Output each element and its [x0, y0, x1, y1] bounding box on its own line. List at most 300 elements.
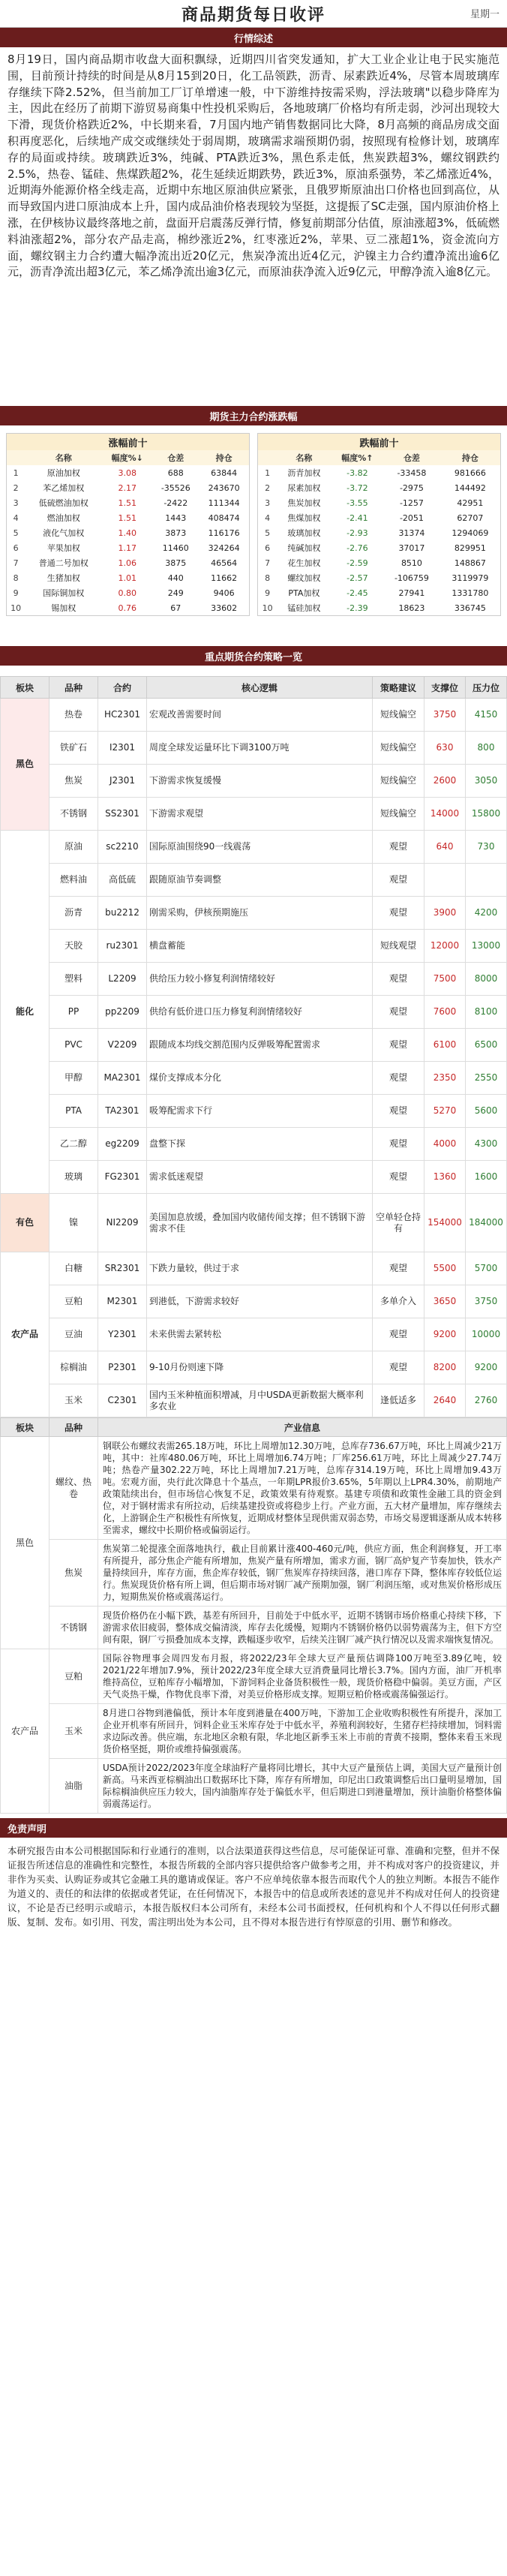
resist-cell: 8100 — [466, 996, 507, 1029]
resist-cell: 8000 — [466, 963, 507, 996]
variety-cell: 螺纹、热卷 — [50, 1437, 98, 1540]
logic-cell: 需求低迷观望 — [147, 1161, 373, 1194]
logic-cell: 下跌力量较，供过于求 — [147, 1252, 373, 1285]
rank-cell: 10 — [10, 603, 22, 613]
variety-cell: PVC — [50, 1029, 98, 1062]
vol-cell: 1294069 — [452, 528, 489, 538]
advice-cell: 多单介入 — [373, 1285, 424, 1318]
strategy-row — [1, 996, 507, 1029]
variety-cell: 沥青 — [50, 897, 98, 930]
hot-row — [7, 525, 249, 540]
rank-cell: 2 — [13, 482, 19, 493]
oi-cell: 67 — [170, 603, 182, 613]
strategy-row — [1, 897, 507, 930]
variety-cell: 镍 — [50, 1194, 98, 1252]
col-name: 名称 — [277, 450, 331, 465]
contract-cell: C2301 — [98, 1384, 147, 1417]
change-cell: 1.51 — [118, 497, 136, 508]
contract-cell: sc2210 — [98, 831, 147, 864]
industry-row — [1, 1437, 507, 1540]
contract-cell: bu2212 — [98, 897, 147, 930]
variety-cell: 焦炭 — [50, 765, 98, 798]
advice-cell: 观望 — [373, 864, 424, 897]
vol-cell: 408474 — [208, 512, 240, 523]
hot-row — [258, 525, 500, 540]
weekday-label: 星期一 — [470, 9, 500, 20]
support-cell: 630 — [424, 732, 466, 765]
vol-cell: 1331780 — [452, 588, 489, 598]
support-cell: 1360 — [424, 1161, 466, 1194]
advice-cell: 观望 — [373, 1161, 424, 1194]
support-cell: 5500 — [424, 1252, 466, 1285]
support-cell: 154000 — [424, 1194, 466, 1252]
name-cell: 焦煤加权 — [287, 513, 321, 523]
rank-cell: 10 — [262, 603, 273, 613]
gainers-body — [7, 465, 249, 615]
hot-row — [7, 585, 249, 600]
logic-cell: 9-10月份则速下降 — [147, 1351, 373, 1384]
rank-cell: 8 — [265, 573, 271, 583]
oi-cell: -2051 — [399, 512, 424, 523]
change-cell: 1.06 — [118, 558, 136, 568]
advice-cell: 观望 — [373, 831, 424, 864]
support-cell: 9200 — [424, 1318, 466, 1351]
rank-cell: 5 — [13, 528, 19, 538]
resist-cell: 15800 — [466, 798, 507, 831]
variety-cell: 天胶 — [50, 930, 98, 963]
name-cell: 燃油加权 — [46, 513, 80, 523]
vol-cell: 33602 — [211, 603, 238, 613]
name-cell: 苯乙烯加权 — [43, 483, 85, 493]
logic-cell: 下游需求恢复缓慢 — [147, 765, 373, 798]
vol-cell: 62707 — [457, 512, 484, 523]
resist-cell: 5700 — [466, 1252, 507, 1285]
advice-cell: 观望 — [373, 1128, 424, 1161]
losers-title: 跌幅前十 — [258, 434, 500, 450]
hot-row — [7, 570, 249, 585]
resist-cell: 6500 — [466, 1029, 507, 1062]
name-cell: 锰硅加权 — [287, 603, 321, 613]
resist-cell: 730 — [466, 831, 507, 864]
change-cell: 1.17 — [118, 543, 136, 553]
rank-cell: 6 — [265, 543, 271, 553]
change-cell: 1.01 — [118, 573, 136, 583]
oi-cell: -2422 — [164, 497, 188, 508]
change-cell: -2.59 — [346, 558, 368, 568]
contract-cell: Y2301 — [98, 1318, 147, 1351]
contract-cell: MA2301 — [98, 1062, 147, 1095]
col-logic: 核心逻辑 — [147, 677, 373, 699]
col-sector: 板块 — [1, 1418, 50, 1437]
contract-cell: HC2301 — [98, 699, 147, 732]
change-cell: 0.80 — [118, 588, 136, 598]
section-strategy: 重点期货合约策略一览 — [0, 646, 507, 666]
variety-cell: 乙二醇 — [50, 1128, 98, 1161]
industry-text-cell: USDA预计2022/2023年度全球油籽产量将同比增长，其中大豆产量预估上调，美国大豆产量预计创新高。马来西亚棕榈油出口数据环比下降，库存有所增加，印尼出口政策调整后出口量明显增加，国际棕榈油供应压力较大，国内油脂库存处于偏低水平，但后期进口到港量增加，预计油脂价格整体偏弱震荡运行。 — [98, 1759, 507, 1814]
change-cell: -2.41 — [346, 512, 368, 523]
logic-cell: 宏观改善需要时间 — [147, 699, 373, 732]
resist-cell: 13000 — [466, 930, 507, 963]
vol-cell: 11662 — [211, 573, 238, 583]
sector-cell: 农产品 — [1, 1649, 50, 1814]
contract-cell: I2301 — [98, 732, 147, 765]
contract-cell: ru2301 — [98, 930, 147, 963]
name-cell: 焦炭加权 — [287, 498, 321, 508]
rank-cell: 6 — [13, 543, 19, 553]
name-cell: 低硫燃油加权 — [38, 498, 88, 508]
logic-cell: 下游需求观望 — [147, 798, 373, 831]
oi-cell: 1443 — [165, 512, 187, 523]
hot-row — [258, 585, 500, 600]
logic-cell: 盘整下探 — [147, 1128, 373, 1161]
variety-cell: PP — [50, 996, 98, 1029]
variety-cell: 焦炭 — [50, 1540, 98, 1607]
advice-cell: 观望 — [373, 1029, 424, 1062]
hot-row — [258, 465, 500, 480]
rank-cell: 4 — [265, 512, 271, 523]
vol-cell: 336745 — [454, 603, 486, 613]
section-market-overview: 行情综述 — [0, 28, 507, 47]
section-disclaimer: 免责声明 — [0, 1818, 507, 1838]
col-support: 支撑位 — [424, 677, 466, 699]
contract-cell: L2209 — [98, 963, 147, 996]
advice-cell: 观望 — [373, 1252, 424, 1285]
industry-row — [1, 1607, 507, 1649]
advice-cell: 空单轻仓持有 — [373, 1194, 424, 1252]
col-oi: 仓差 — [383, 450, 440, 465]
col-resist: 压力位 — [466, 677, 507, 699]
logic-cell: 到港低，下游需求较好 — [147, 1285, 373, 1318]
logic-cell: 煤价支撑成本分化 — [147, 1062, 373, 1095]
support-cell: 2640 — [424, 1384, 466, 1417]
market-summary-block — [0, 47, 507, 398]
resist-cell: 5600 — [466, 1095, 507, 1128]
hot-row — [258, 570, 500, 585]
rank-cell: 1 — [265, 467, 271, 478]
vol-cell: 829951 — [454, 543, 486, 553]
advice-cell: 短线观望 — [373, 930, 424, 963]
variety-cell: 不锈钢 — [50, 798, 98, 831]
col-change: 幅度%↓ — [102, 450, 152, 465]
variety-cell: 豆粕 — [50, 1285, 98, 1318]
vol-cell: 3119979 — [452, 573, 489, 583]
support-cell: 8200 — [424, 1351, 466, 1384]
advice-cell: 观望 — [373, 1095, 424, 1128]
support-cell: 5270 — [424, 1095, 466, 1128]
variety-cell: 油脂 — [50, 1759, 98, 1814]
advice-cell: 观望 — [373, 1318, 424, 1351]
strategy-row — [1, 732, 507, 765]
hot-row — [258, 480, 500, 495]
hot-row — [7, 480, 249, 495]
vol-cell: 144492 — [454, 482, 486, 493]
col-industry-info: 产业信息 — [98, 1418, 507, 1437]
hot-row — [258, 600, 500, 615]
hot-contracts-tables — [0, 433, 507, 616]
strategy-row — [1, 1095, 507, 1128]
resist-cell: 4200 — [466, 897, 507, 930]
variety-cell: 豆油 — [50, 1318, 98, 1351]
strategy-row — [1, 765, 507, 798]
col-variety: 品种 — [50, 677, 98, 699]
change-cell: 3.08 — [118, 467, 136, 478]
logic-cell: 跟随成本均线交割范围内反弹吸筹配置需求 — [147, 1029, 373, 1062]
resist-cell: 3750 — [466, 1285, 507, 1318]
vol-cell: 324264 — [208, 543, 240, 553]
rank-cell: 2 — [265, 482, 271, 493]
name-cell: 沥青加权 — [287, 468, 321, 478]
sector-cell: 黑色 — [1, 1437, 50, 1649]
name-cell: 国际铜加权 — [43, 588, 85, 598]
support-cell: 4000 — [424, 1128, 466, 1161]
col-name: 名称 — [25, 450, 102, 465]
logic-cell: 刚需采购，伊核预期施压 — [147, 897, 373, 930]
strategy-row — [1, 1351, 507, 1384]
hot-row — [7, 465, 249, 480]
advice-cell: 短线偏空 — [373, 699, 424, 732]
resist-cell: 2760 — [466, 1384, 507, 1417]
resist-cell: 4150 — [466, 699, 507, 732]
oi-cell: 37017 — [398, 543, 425, 553]
variety-cell: 燃料油 — [50, 864, 98, 897]
advice-cell: 观望 — [373, 963, 424, 996]
strategy-row — [1, 963, 507, 996]
vol-cell: 148867 — [454, 558, 486, 568]
strategy-row — [1, 798, 507, 831]
support-cell: 6100 — [424, 1029, 466, 1062]
resist-cell: 4300 — [466, 1128, 507, 1161]
change-cell: -2.45 — [346, 588, 368, 598]
strategy-row — [1, 1128, 507, 1161]
change-cell: -2.57 — [346, 573, 368, 583]
variety-cell: 不锈钢 — [50, 1607, 98, 1649]
vol-cell: 111344 — [208, 497, 240, 508]
vol-cell: 981666 — [454, 467, 486, 478]
name-cell: 花生加权 — [287, 558, 321, 568]
gainers-title: 涨幅前十 — [7, 434, 249, 450]
oi-cell: -106759 — [394, 573, 429, 583]
vol-cell: 63844 — [211, 467, 238, 478]
strategy-row — [1, 1384, 507, 1417]
support-cell: 3750 — [424, 699, 466, 732]
logic-cell: 周度全球发运量环比下调3100万吨 — [147, 732, 373, 765]
change-cell: -3.55 — [346, 497, 368, 508]
change-cell: -3.82 — [346, 467, 368, 478]
contract-cell: SR2301 — [98, 1252, 147, 1285]
strategy-row — [1, 1161, 507, 1194]
contract-cell: FG2301 — [98, 1161, 147, 1194]
oi-cell: 31374 — [398, 528, 425, 538]
sector-cell: 黑色 — [1, 699, 50, 831]
rank-cell: 7 — [265, 558, 271, 568]
support-cell: 7600 — [424, 996, 466, 1029]
industry-row — [1, 1704, 507, 1759]
support-cell — [424, 864, 466, 897]
strategy-row — [1, 930, 507, 963]
col-vol: 持仓 — [199, 450, 249, 465]
support-cell: 7500 — [424, 963, 466, 996]
logic-cell: 美国加息放缓，叠加国内收储传闻支撑；但不锈钢下游需求不佳 — [147, 1194, 373, 1252]
vol-cell: 46564 — [211, 558, 238, 568]
col-rank — [258, 450, 277, 465]
resist-cell: 1600 — [466, 1161, 507, 1194]
support-cell: 12000 — [424, 930, 466, 963]
hot-row — [258, 540, 500, 555]
col-advice: 策略建议 — [373, 677, 424, 699]
oi-cell: 688 — [167, 467, 184, 478]
name-cell: 纯碱加权 — [287, 543, 321, 553]
col-sector: 板块 — [1, 677, 50, 699]
resist-cell: 2550 — [466, 1062, 507, 1095]
hot-row — [7, 555, 249, 570]
advice-cell: 观望 — [373, 1351, 424, 1384]
name-cell: 螺纹加权 — [287, 573, 321, 583]
advice-cell: 短线偏空 — [373, 732, 424, 765]
report-title: 商品期货每日收评 — [181, 5, 326, 25]
col-oi: 仓差 — [152, 450, 199, 465]
rank-cell: 9 — [265, 588, 271, 598]
logic-cell: 国际原油围绕90一线震荡 — [147, 831, 373, 864]
advice-cell: 逢低适多 — [373, 1384, 424, 1417]
change-cell: 0.76 — [118, 603, 136, 613]
rank-cell: 3 — [265, 497, 271, 508]
variety-cell: 热卷 — [50, 699, 98, 732]
strategy-row — [1, 1194, 507, 1252]
name-cell: 原油加权 — [46, 468, 80, 478]
logic-cell: 供给有低价进口压力修复利润情绪较好 — [147, 996, 373, 1029]
market-summary-text: 8月19日，国内商品期市收盘大面积飘绿，近期四川省突发通知，扩大工业企业让电于民实施范围，目前预计持续的时间是从8月15到20日，化工品领跌，沥青、尿素跌近4%，尽管本周玻璃库存继续下降2.52%，但当前加工厂订单增速一般，中下游维持按需采购，浮法玻璃"以稳步降库为主，因此在经历了前期下游贸易商集中性投机采购后，各地玻璃厂价格均有所走弱，沙河出现较大下滑，现货价格跌近2%，中长期来看，7月国内地产销售数据同比大降，8月高频的商品房成交面积再度恶化，后续地产成交或继续处于弱周期，玻璃需求端预期仍弱，按照现有检修计划，玻璃库存的局面或持续。玻璃跌近3%，纯碱、PTA跌近3%，黑色系走低，焦炭跌超3%，螺纹钢跌约2.5%，热卷、锰硅、焦煤跌超2%，花生延续近期跌势，跌近3%，原油系强势，苯乙烯涨近4%，近期海外能源价格全线走高，近期中东地区原油供应紧张，且俄罗斯原油出口价格也回到高位，从而导致国内进口原油成本上升，国内成品油价格表现较为坚挺，这提振了SC走强，国内原油价格上涨，在伊核协议最终落地之前，盘面开启震荡反弹行情，修复前期部分估值，原油涨超3%，低硫燃料油涨超2%，部分农产品走高，棉纱涨近2%，红枣涨近2%，苹果、豆二涨超1%，资金流向方面，螺纹钢主力合约遭大幅净流出近20亿元，焦炭净流出近4亿元，沪镍主力合约遭净流出逾6亿元，沥青净流出超3亿元，苯乙烯净流出逾3亿元，而原油获净流入近9亿元，甲醇净流入逾8亿元。 — [8, 53, 500, 279]
logic-cell: 吸筹配需求下行 — [147, 1095, 373, 1128]
col-rank — [7, 450, 25, 465]
hot-row — [7, 540, 249, 555]
report-header — [0, 0, 507, 28]
hot-row — [7, 600, 249, 615]
resist-cell — [466, 864, 507, 897]
contract-cell: J2301 — [98, 765, 147, 798]
resist-cell: 800 — [466, 732, 507, 765]
rank-cell: 5 — [265, 528, 271, 538]
support-cell: 640 — [424, 831, 466, 864]
contract-cell: SS2301 — [98, 798, 147, 831]
change-cell: -2.93 — [346, 528, 368, 538]
strategy-row — [1, 1029, 507, 1062]
logic-cell: 供给压力较小修复利润情绪较好 — [147, 963, 373, 996]
oi-cell: 3873 — [165, 528, 187, 538]
industry-info-body — [1, 1437, 507, 1814]
industry-text-cell: 8月进口谷物到港偏低，预计本年度到港量在400万吨，下游加工企业收购积极性有所提升，深加工企业开机率有所回升，饲料企业玉米库存处于中低水平，养殖利润较好，生猪存栏持续增加，饲料需求边际改善。供应端，东北地区余粮有限，华北地区新季玉米上市前的青黄不接期，整体来看玉米现货价格坚挺，期价或维持偏强震荡。 — [98, 1704, 507, 1759]
col-contract: 合约 — [98, 677, 147, 699]
advice-cell: 短线偏空 — [373, 765, 424, 798]
change-cell: -3.72 — [346, 482, 368, 493]
strategy-row — [1, 699, 507, 732]
rank-cell: 9 — [13, 588, 19, 598]
industry-text-cell: 国际谷物理事会周四发布月报，将2022/23年全球大豆产量预估调降100万吨至3.89亿吨，较2021/22年增加7.9%，预计2022/23年度全球大豆消费量同比增长3.7%。国内方面，油厂开机率维持高位，豆粕库存小幅增加，下游饲料企业备货积极性一般，现货价格稳中偏弱。美豆方面，产区天气炎热干燥，作物优良率下滑，对美豆价格形成支撑。短期豆粕价格或震荡偏强运行。 — [98, 1649, 507, 1704]
col-change: 幅度%↑ — [332, 450, 384, 465]
hot-row — [7, 495, 249, 510]
variety-cell: 铁矿石 — [50, 732, 98, 765]
industry-row — [1, 1759, 507, 1814]
contract-cell: pp2209 — [98, 996, 147, 1029]
change-cell: -2.39 — [346, 603, 368, 613]
col-vol: 持仓 — [440, 450, 500, 465]
support-cell: 3650 — [424, 1285, 466, 1318]
sector-cell: 有色 — [1, 1194, 50, 1252]
name-cell: PTA加权 — [288, 588, 320, 598]
vol-cell: 9406 — [213, 588, 235, 598]
rank-cell: 3 — [13, 497, 19, 508]
oi-cell: 18623 — [398, 603, 425, 613]
name-cell: 普通二号加权 — [38, 558, 88, 568]
contract-cell: 高低硫 — [98, 864, 147, 897]
industry-text-cell: 焦炭第二轮提涨全面落地执行，截止目前累计涨400-460元/吨，供应方面，焦企利润修复，开工率有所提升，部分焦企产能有所增加，焦炭产量有所增加，需求方面，钢厂高炉复产节奏加快，铁水产量持续回升，库存方面，焦企库存较低，钢厂焦炭库存持续回落，港口库存下降，整体库存较低位运行。焦炭现货价格有所上调，但后期市场对钢厂减产预期加强，钢厂利润压缩，或对焦炭价格形成压力，短期焦炭价格或震荡运行。 — [98, 1540, 507, 1607]
oi-cell: -35526 — [160, 482, 190, 493]
hot-row — [258, 510, 500, 525]
support-cell: 2350 — [424, 1062, 466, 1095]
support-cell: 2600 — [424, 765, 466, 798]
variety-cell: PTA — [50, 1095, 98, 1128]
change-cell: 2.17 — [118, 482, 136, 493]
name-cell: 锡加权 — [51, 603, 76, 613]
rank-cell: 8 — [13, 573, 19, 583]
contract-cell: NI2209 — [98, 1194, 147, 1252]
advice-cell: 观望 — [373, 996, 424, 1029]
variety-cell: 塑料 — [50, 963, 98, 996]
variety-cell: 棕榈油 — [50, 1351, 98, 1384]
variety-cell: 玻璃 — [50, 1161, 98, 1194]
industry-text-cell: 现货价格仍在小幅下跌，基差有所回升，目前处于中低水平，近期不锈钢市场价格重心持续下移，下游需求依旧疲弱，整体成交偏清淡，库存去化缓慢，短期内不锈钢价格仍以弱势震荡为主，但下方空间有限，钢厂亏损叠加成本支撑，跌幅逐步收窄，后续关注钢厂减产执行情况以及需求端恢复情况。 — [98, 1607, 507, 1649]
strategy-row — [1, 864, 507, 897]
variety-cell: 甲醇 — [50, 1062, 98, 1095]
advice-cell: 观望 — [373, 1062, 424, 1095]
losers-table — [257, 433, 501, 616]
resist-cell: 10000 — [466, 1318, 507, 1351]
strategy-row — [1, 1285, 507, 1318]
oi-cell: -33458 — [397, 467, 427, 478]
variety-cell: 玉米 — [50, 1384, 98, 1417]
logic-cell: 未来供需去紧转松 — [147, 1318, 373, 1351]
logic-cell: 国内玉米种植面积增减，月中USDA更新数据大概率利多农业 — [147, 1384, 373, 1417]
support-cell: 14000 — [424, 798, 466, 831]
variety-cell: 玉米 — [50, 1704, 98, 1759]
contract-cell: V2209 — [98, 1029, 147, 1062]
contract-cell: eg2209 — [98, 1128, 147, 1161]
resist-cell: 184000 — [466, 1194, 507, 1252]
change-cell: 1.40 — [118, 528, 136, 538]
vol-cell: 42951 — [457, 497, 484, 508]
support-cell: 3900 — [424, 897, 466, 930]
name-cell: 尿素加权 — [287, 483, 321, 493]
hot-row — [258, 555, 500, 570]
variety-cell: 原油 — [50, 831, 98, 864]
advice-cell: 观望 — [373, 897, 424, 930]
contract-cell: M2301 — [98, 1285, 147, 1318]
strategy-row — [1, 1318, 507, 1351]
sector-cell: 能化 — [1, 831, 50, 1194]
resist-cell: 3050 — [466, 765, 507, 798]
col-variety: 品种 — [50, 1418, 98, 1437]
rank-cell: 7 — [13, 558, 19, 568]
section-hot-contracts: 期货主力合约涨跌幅 — [0, 406, 507, 425]
oi-cell: -1257 — [399, 497, 424, 508]
hot-row — [258, 495, 500, 510]
losers-body — [258, 465, 500, 615]
oi-cell: 3875 — [165, 558, 187, 568]
strategy-row — [1, 1062, 507, 1095]
rank-cell: 4 — [13, 512, 19, 523]
oi-cell: 249 — [167, 588, 184, 598]
vol-cell: 116176 — [208, 528, 240, 538]
advice-cell: 短线偏空 — [373, 798, 424, 831]
